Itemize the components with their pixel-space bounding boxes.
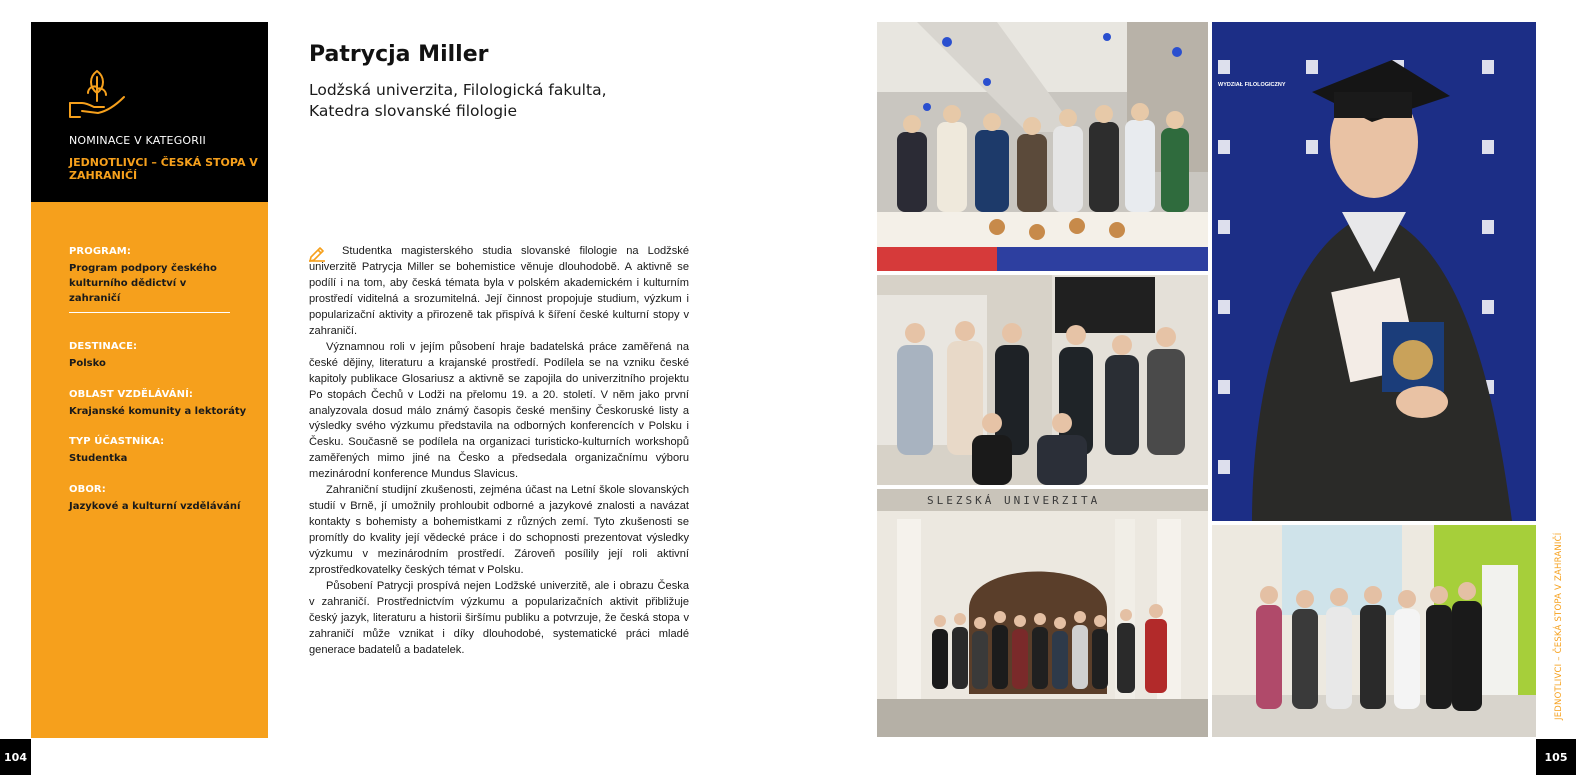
education-area-value: Krajanské komunity a lektoráty (69, 406, 247, 417)
destination-label: DESTINACE: (69, 341, 138, 352)
vertical-category-label: JEDNOTLIVCI – ČESKÁ STOPA V ZAHRANIČÍ (1554, 532, 1564, 720)
paragraph: Významnou roli v jejím působení hraje badatelská práce zaměřená na české dějiny, literaturu a krajanské prostředí. Podílela se na vzniku české kapitoly publikace Glosariusz a aktivně se zapojila do univerzitního projektu Po stopách Čechů v Lodži na přelomu 19. a 20. století. V něm jako první analyzovala dosud málo známý časopis české menšiny Českoruské listy a výsledky svého výzkumu představila na odborných konferencích v Polsku i Česku. Současně se podílela na organizaci turisticko-kulturních workshopů zaměřených mimo jiné na Česko a předsedala organizačnímu výboru mezinárodní konference Mundus Slavicus. (309, 340, 689, 481)
banner-text: SLEZSKÁ UNIVERZITA (927, 494, 1101, 507)
field-value: Jazykové a kulturní vzdělávání (69, 501, 241, 512)
photo-classroom-group (1212, 525, 1536, 737)
photo-graduate-medal (1212, 22, 1536, 521)
paragraph: Studentka magisterského studia slovanské filologie na Lodžské univerzitě Patrycja Miller se bohemistice věnuje dlouhodobě. A aktivně se podílí i na tom, aby česká témata byla v polském akademickém i kulturním prostředí viditelná a srozumitelná. Její činnost propojuje studium, výzkum i popularizační aktivity a přirozeně tak přispívá k šíření české kulturní stopy v zahraničí. (309, 245, 689, 337)
wall-label: WYDZIAŁ FILOLOGICZNY (1218, 82, 1286, 88)
program-label: PROGRAM: (69, 246, 131, 257)
participant-type-value: Studentka (69, 453, 128, 464)
destination-value: Polsko (69, 358, 106, 369)
nomination-label: NOMINACE V KATEGORII (69, 134, 207, 147)
affiliation-line-2: Katedra slovanské filologie (309, 102, 517, 120)
photo-booth-event (877, 22, 1208, 271)
program-value: Program podpory českého kulturního dědictví v zahraničí (69, 263, 217, 304)
affiliation (309, 80, 689, 122)
affiliation-line-1: Lodžská univerzita, Filologická fakulta, (309, 81, 607, 99)
hand-plant-icon (68, 67, 128, 123)
sidebar-divider (69, 312, 230, 313)
paragraph: Zahraniční studijní zkušenosti, zejména účast na Letní škole slovanských studií v Brně, jí umožnily prohloubit odborné a jazykové znalosti a navázat kontakty s bohemisty a bohemistkami z různých zemí. Tyto zkušenosti se promítly do kvality její vědecké práce i do schopnosti prezentovat výsledky výzkumu v mezinárodním prostředí. Zároveň posílily její roli aktivní zprostředkovatelky českých témat v Polsku. (309, 484, 689, 577)
article-body (309, 244, 689, 659)
education-area-label: OBLAST VZDĚLÁVÁNÍ: (69, 389, 193, 400)
participant-type-label: TYP ÚČASTNÍKA: (69, 436, 165, 447)
page-number-left: 104 (0, 739, 31, 775)
category-title: JEDNOTLIVCI – ČESKÁ STOPA V ZAHRANIČÍ (69, 156, 258, 182)
photo-group-indoors (877, 275, 1208, 485)
page-number-right: 105 (1536, 739, 1576, 775)
paragraph: Působení Patrycji prospívá nejen Lodžské univerzitě, ale i obrazu Česka v zahraničí. Prostřednictvím výzkumu a popularizačních aktivit přibližuje český jazyk, literaturu a historii širšímu publiku a potvrzuje, že česká stopa v zahraničí může vznikat i díky dlouhodobé, systematické práci mladé generace badatelů a badatelek. (309, 580, 689, 656)
field-label: OBOR: (69, 484, 106, 495)
photo-university-entrance (877, 489, 1208, 737)
person-name: Patrycja Miller (309, 42, 489, 67)
